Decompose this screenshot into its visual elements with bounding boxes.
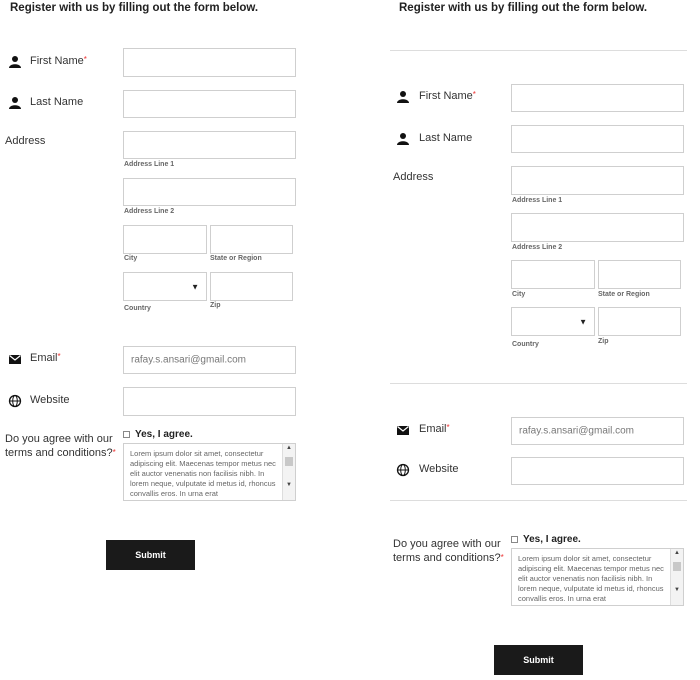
terms-textarea[interactable] [123, 443, 296, 501]
email-input[interactable] [511, 417, 684, 445]
section-divider [390, 383, 687, 384]
address-label: Address [5, 135, 46, 147]
address-line1-input[interactable] [123, 131, 296, 159]
form-heading: Register with us by filling out the form below. [10, 2, 259, 14]
country-select[interactable] [123, 272, 207, 301]
agree-label: Yes, I agree. [135, 429, 193, 440]
terms-scrollbar[interactable] [282, 444, 295, 500]
section-divider [390, 50, 687, 51]
required-marker: * [57, 352, 61, 361]
website-input[interactable] [511, 457, 684, 485]
first-name-input[interactable] [123, 48, 296, 77]
country-select[interactable] [511, 307, 595, 336]
required-marker: * [112, 448, 116, 457]
address-line1-sublabel: Address Line 1 [512, 197, 563, 204]
scroll-up-icon[interactable]: ▲ [286, 445, 292, 451]
city-sublabel: City [512, 291, 526, 298]
email-input[interactable] [123, 346, 296, 374]
required-marker: * [472, 90, 476, 99]
last-name-label: Last Name [419, 132, 473, 144]
terms-text: Lorem ipsum dolor sit amet, consectetur adipiscing elit. Maecenas tempor metus nec elit auctor venenatis non facilisis nibh. In lorem neque, vulputate id metus id, rhoncus convallis eros. In urna erat [518, 554, 664, 603]
address-line2-input[interactable] [123, 178, 296, 206]
scroll-thumb[interactable] [285, 457, 293, 466]
terms-question: Do you agree with our terms and conditions?* [5, 433, 116, 459]
state-sublabel: State or Region [210, 255, 262, 262]
agree-label: Yes, I agree. [523, 534, 581, 545]
form-heading: Register with us by filling out the form below. [399, 2, 648, 14]
last-name-input[interactable] [511, 125, 684, 153]
agree-checkbox[interactable] [123, 431, 130, 438]
address-label: Address [393, 171, 434, 183]
caret-down-icon: ▼ [579, 317, 587, 326]
submit-button[interactable]: Submit [494, 645, 583, 675]
envelope-icon [8, 352, 22, 366]
first-name-label: First Name* [30, 55, 87, 67]
website-label: Website [30, 394, 70, 406]
terms-question: Do you agree with our terms and conditions?* [393, 538, 504, 564]
person-icon [8, 96, 22, 110]
terms-scrollbar[interactable] [670, 549, 683, 605]
required-marker: * [446, 423, 450, 432]
globe-icon [396, 463, 410, 477]
section-divider [390, 500, 687, 501]
scroll-down-icon[interactable]: ▼ [674, 587, 680, 593]
caret-down-icon: ▼ [191, 282, 199, 291]
globe-icon [8, 394, 22, 408]
zip-input[interactable] [598, 307, 681, 336]
agree-checkbox[interactable] [511, 536, 518, 543]
scroll-thumb[interactable] [673, 562, 681, 571]
state-sublabel: State or Region [598, 291, 650, 298]
address-line1-sublabel: Address Line 1 [124, 161, 175, 168]
address-line2-sublabel: Address Line 2 [512, 244, 563, 251]
website-label: Website [419, 463, 459, 475]
person-icon [396, 132, 410, 146]
terms-textarea[interactable] [511, 548, 684, 606]
scroll-up-icon[interactable]: ▲ [674, 550, 680, 556]
required-marker: * [83, 55, 87, 64]
person-icon [8, 55, 22, 69]
city-input[interactable] [511, 260, 595, 289]
scroll-down-icon[interactable]: ▼ [286, 482, 292, 488]
email-label: Email* [30, 352, 61, 364]
last-name-label: Last Name [30, 96, 84, 108]
state-input[interactable] [210, 225, 293, 254]
zip-sublabel: Zip [210, 302, 221, 309]
envelope-icon [396, 423, 410, 437]
submit-button[interactable]: Submit [106, 540, 195, 570]
email-label: Email* [419, 423, 450, 435]
website-input[interactable] [123, 387, 296, 416]
zip-sublabel: Zip [598, 338, 609, 345]
city-sublabel: City [124, 255, 138, 262]
first-name-label: First Name* [419, 90, 476, 102]
state-input[interactable] [598, 260, 681, 289]
address-line1-input[interactable] [511, 166, 684, 195]
email-placeholder: rafay.s.ansari@gmail.com [519, 425, 634, 437]
country-sublabel: Country [124, 305, 151, 312]
terms-text: Lorem ipsum dolor sit amet, consectetur adipiscing elit. Maecenas tempor metus nec elit auctor venenatis non facilisis nibh. In lorem neque, vulputate id metus id, rhoncus convallis eros. In urna erat [130, 449, 276, 498]
person-icon [396, 90, 410, 104]
address-line2-input[interactable] [511, 213, 684, 242]
last-name-input[interactable] [123, 90, 296, 118]
address-line2-sublabel: Address Line 2 [124, 208, 175, 215]
required-marker: * [500, 553, 504, 562]
email-placeholder: rafay.s.ansari@gmail.com [131, 354, 246, 366]
city-input[interactable] [123, 225, 207, 254]
zip-input[interactable] [210, 272, 293, 301]
first-name-input[interactable] [511, 84, 684, 112]
country-sublabel: Country [512, 341, 539, 348]
